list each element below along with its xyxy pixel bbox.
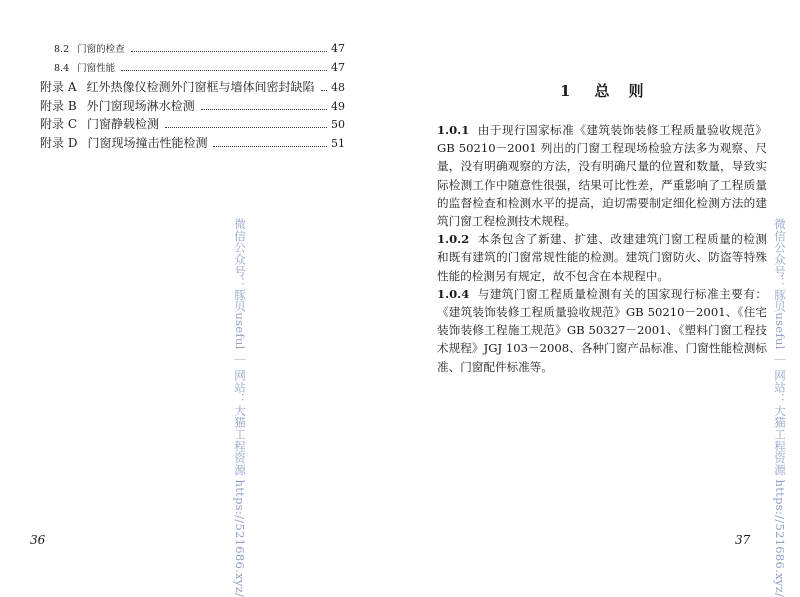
toc-entry-number: 附录 B <box>40 98 77 113</box>
toc-entry <box>40 134 345 153</box>
chapter-number: 1 <box>560 82 573 100</box>
clause <box>437 285 767 376</box>
clause-number: 1.0.1 <box>437 123 470 137</box>
toc-entry <box>40 115 345 134</box>
toc-entry-page: 49 <box>331 99 345 113</box>
chapter-body <box>437 121 767 376</box>
clause-text: 由于现行国家标准《建筑装饰装修工程质量验收规范》GB 50210－2001 列出的门窗工程现场检验方法多为观察、尺量，没有明确观察的方法，没有明确尺量的位置和数量，导致实际检测工作中随意性很强，结果可比性差，严重影响了工程质量的监督检查和检测水平的提高，迫切需要制定细化检测方法的建筑门窗工程检测技术规程。 <box>437 123 767 229</box>
toc-leader-dots <box>213 146 327 147</box>
toc-entry-number: 附录 D <box>40 135 78 150</box>
clause-number: 1.0.4 <box>437 286 470 301</box>
clause-text: 与建筑门窗工程质量检测有关的国家现行标准主要有：《建筑装饰装修工程质量验收规范》GB 50210－2001、《住宅装饰装修工程施工规范》GB 50327－2001、《塑料门窗工程技术规程》JGJ 103－2008、各种门窗产品标准、门窗性能检测标准、门窗配件标准等。 <box>437 286 767 374</box>
toc-entry <box>40 97 345 116</box>
toc-leader-dots <box>121 70 327 71</box>
toc-entry-number: 8.4 <box>54 62 70 74</box>
table-of-contents <box>40 41 345 152</box>
clause-text: 本条包含了新建、扩建、改建建筑门窗工程质量的检测和既有建筑的门窗常规性能的检测。建筑门窗防火、防盗等特殊性能的检测另有规定，故不包含在本规程中。 <box>437 232 767 283</box>
toc-entry-page: 50 <box>331 118 345 131</box>
chapter-title <box>560 80 645 101</box>
toc-leader-dots <box>321 90 328 91</box>
clause <box>437 121 767 230</box>
chapter-title-text: 总 则 <box>594 82 646 100</box>
toc-entry-number: 附录 C <box>40 117 77 131</box>
page-number-right: 37 <box>735 533 751 547</box>
toc-entry-label: 门窗的检查 <box>77 44 125 55</box>
toc-entry-label: 外门窗现场淋水检测 <box>86 98 195 113</box>
toc-leader-dots <box>165 127 327 128</box>
toc-entry-page: 48 <box>331 81 345 94</box>
watermark-left: 微信公众号：豚贝useful ｜ 网站：大猫工程资源 https://521686.xyz/ <box>233 218 247 597</box>
toc-entry-page: 51 <box>331 136 345 150</box>
toc-entry-label: 门窗现场撞击性能检测 <box>87 135 208 150</box>
toc-entry-label: 门窗性能 <box>77 62 116 74</box>
page-number-left: 36 <box>30 533 46 547</box>
clause-number: 1.0.2 <box>437 232 470 247</box>
watermark-right: 微信公众号：豚贝useful ｜ 网站：大猫工程资源 https://521686.xyz/ <box>773 218 787 597</box>
toc-entry <box>40 41 345 60</box>
toc-entry-label: 红外热像仪检测外门窗框与墙体间密封缺陷 <box>86 80 315 94</box>
clause <box>437 230 767 285</box>
toc-entry-number: 附录 A <box>40 80 77 94</box>
toc-leader-dots <box>131 51 327 52</box>
toc-leader-dots <box>201 109 327 110</box>
toc-entry-label: 门窗静载检测 <box>87 117 160 131</box>
toc-entry-page: 47 <box>331 42 345 55</box>
toc-entry-page: 47 <box>331 60 345 74</box>
toc-entry <box>40 78 345 97</box>
toc-entry <box>40 60 345 79</box>
toc-entry-number: 8.2 <box>54 44 70 55</box>
